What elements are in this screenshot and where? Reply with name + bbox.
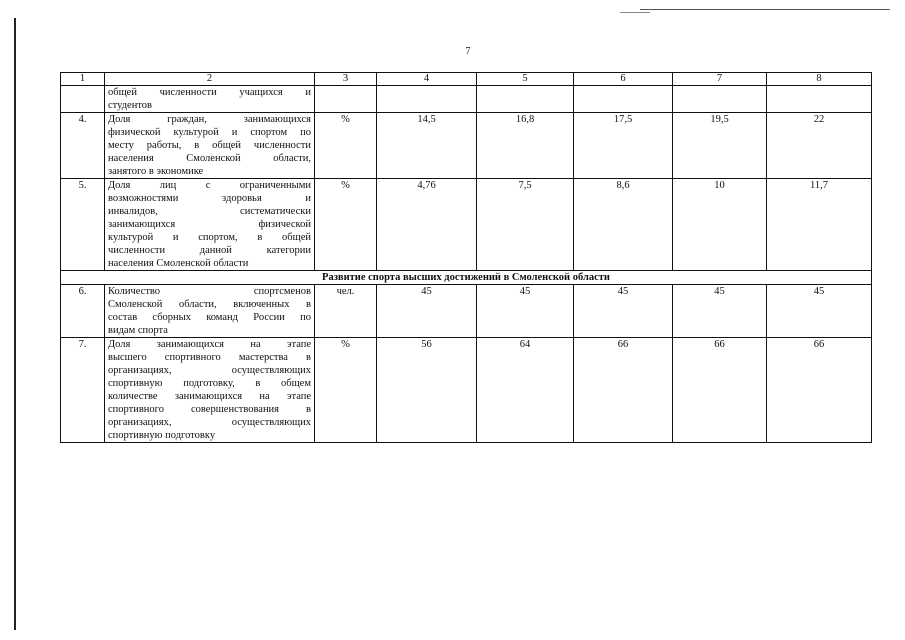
table-row — [61, 285, 872, 338]
value: 16,8 — [477, 113, 574, 179]
indicator-name — [105, 285, 315, 338]
value — [767, 86, 872, 113]
column-number: 1 — [61, 73, 105, 86]
column-number: 3 — [315, 73, 377, 86]
indicator-line: Смоленской области, включенных в — [108, 299, 311, 310]
indicator-line: видам спорта — [108, 325, 168, 336]
unit: % — [315, 338, 377, 443]
indicator-line: студентов — [108, 100, 152, 111]
indicator-line: организациях, осуществляющих — [108, 365, 311, 376]
indicator-line: Количество спортсменов — [108, 286, 311, 297]
section-title: Развитие спорта высших достижений в Смоленской области — [61, 271, 872, 285]
value: 45 — [574, 285, 673, 338]
column-number: 5 — [477, 73, 574, 86]
column-number: 7 — [673, 73, 767, 86]
value: 64 — [477, 338, 574, 443]
column-number: 4 — [377, 73, 477, 86]
indicator-name — [105, 179, 315, 271]
page-number: 7 — [465, 46, 471, 57]
indicator-line: общей численности учащихся и — [108, 87, 311, 98]
indicator-line: состав сборных команд России по — [108, 312, 311, 323]
indicator-line: спортивную подготовку — [108, 430, 216, 441]
value: 66 — [574, 338, 673, 443]
value: 66 — [767, 338, 872, 443]
row-number: 4. — [61, 113, 105, 179]
value — [673, 86, 767, 113]
value: 4,76 — [377, 179, 477, 271]
value: 45 — [477, 285, 574, 338]
table-row — [61, 338, 872, 443]
value — [574, 86, 673, 113]
indicator-line: Доля граждан, занимающихся — [108, 114, 311, 125]
value: 56 — [377, 338, 477, 443]
unit — [315, 86, 377, 113]
row-number: 7. — [61, 338, 105, 443]
indicator-line: физической культурой и спортом по — [108, 127, 311, 138]
value: 45 — [673, 285, 767, 338]
indicator-line: Доля занимающихся на этапе — [108, 339, 311, 350]
table-row — [61, 86, 872, 113]
value: 8,6 — [574, 179, 673, 271]
indicator-line: спортивного совершенствования в — [108, 404, 311, 415]
column-number: 2 — [105, 73, 315, 86]
indicator-name — [105, 113, 315, 179]
indicator-line: занимающихся физической — [108, 219, 311, 230]
table-row — [61, 113, 872, 179]
value: 14,5 — [377, 113, 477, 179]
value: 19,5 — [673, 113, 767, 179]
indicator-line: культурой и спортом, в общей — [108, 232, 311, 243]
value: 45 — [377, 285, 477, 338]
row-number: 5. — [61, 179, 105, 271]
value: 7,5 — [477, 179, 574, 271]
indicator-line: Доля лиц с ограниченными — [108, 180, 311, 191]
scan-border-top-fragment — [620, 12, 650, 13]
value: 66 — [673, 338, 767, 443]
indicator-line: населения Смоленской области — [108, 258, 249, 269]
row-number: 6. — [61, 285, 105, 338]
indicator-line: месту работы, в общей численности — [108, 140, 311, 151]
indicator-line: количестве занимающихся на этапе — [108, 391, 311, 402]
indicator-line: высшего спортивного мастерства в — [108, 352, 311, 363]
value: 10 — [673, 179, 767, 271]
unit: чел. — [315, 285, 377, 338]
row-number — [61, 86, 105, 113]
indicator-line: возможностями здоровья и — [108, 193, 311, 204]
indicators-table — [60, 72, 872, 443]
indicator-line: организациях, осуществляющих — [108, 417, 311, 428]
indicator-name — [105, 338, 315, 443]
table-row — [61, 179, 872, 271]
unit: % — [315, 113, 377, 179]
section-header-row — [61, 271, 872, 285]
scan-border-left — [14, 18, 16, 630]
column-numbers-row — [61, 73, 872, 86]
indicator-line: занятого в экономике — [108, 166, 204, 177]
indicator-name — [105, 86, 315, 113]
value: 11,7 — [767, 179, 872, 271]
unit: % — [315, 179, 377, 271]
indicator-line: инвалидов, систематически — [108, 206, 311, 217]
indicator-line: населения Смоленской области, — [108, 153, 311, 164]
value: 17,5 — [574, 113, 673, 179]
column-number: 8 — [767, 73, 872, 86]
value: 45 — [767, 285, 872, 338]
indicator-line: численности данной категории — [108, 245, 311, 256]
value — [477, 86, 574, 113]
column-number: 6 — [574, 73, 673, 86]
indicator-line: спортивную подготовку, в общем — [108, 378, 311, 389]
scan-border-top — [640, 9, 890, 10]
value — [377, 86, 477, 113]
value: 22 — [767, 113, 872, 179]
